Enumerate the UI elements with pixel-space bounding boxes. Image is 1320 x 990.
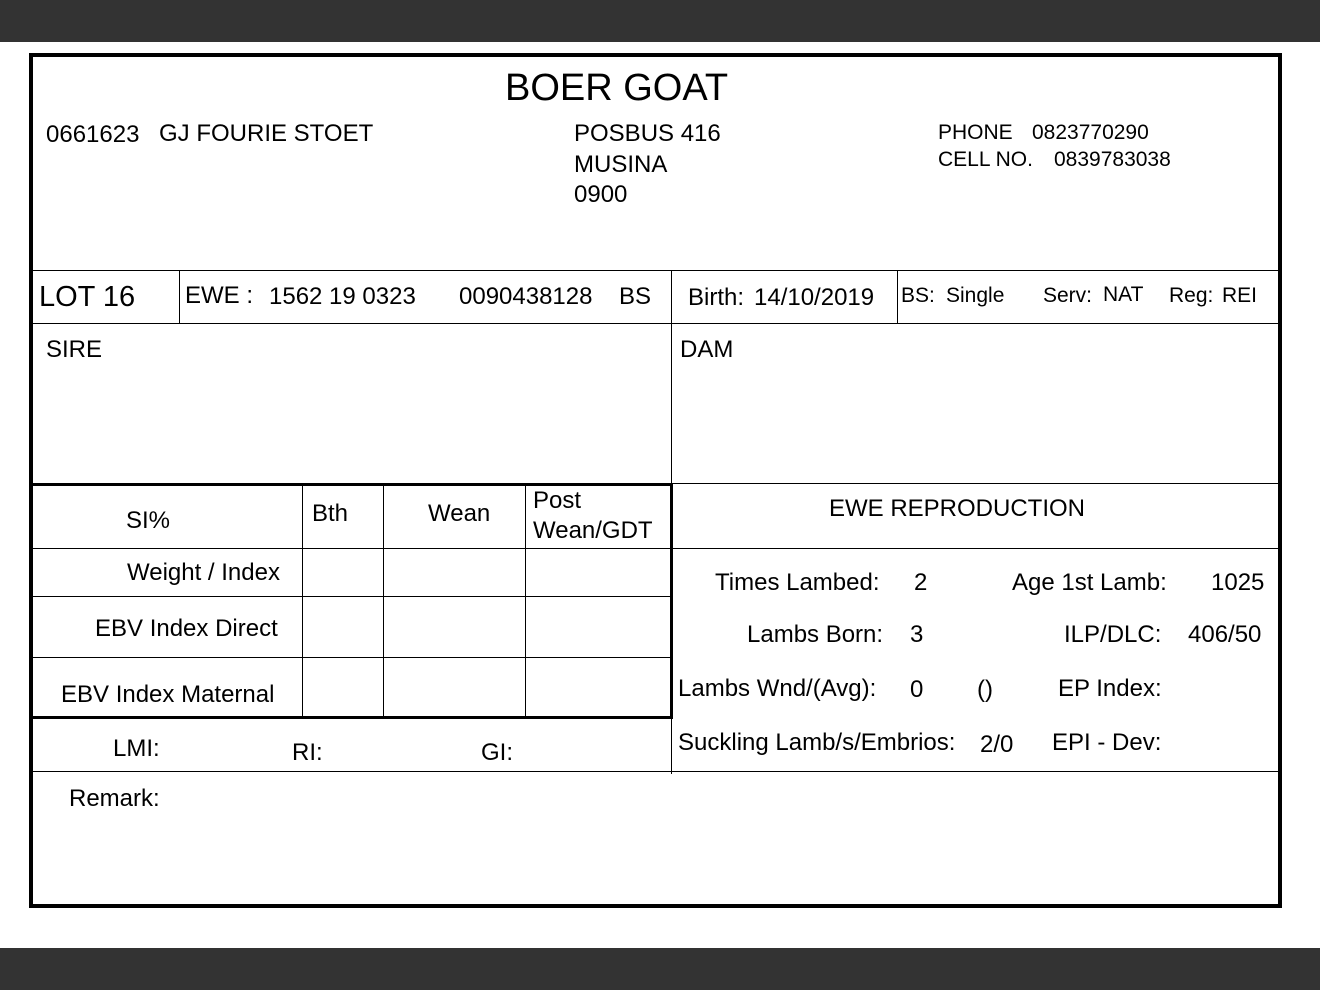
row-label-ebv-direct: EBV Index Direct — [95, 615, 278, 642]
divider-birth-bs — [897, 270, 898, 324]
lambs-weaned-avg: () — [977, 676, 993, 703]
sire-label: SIRE — [46, 336, 103, 363]
reg-value: REI — [1222, 284, 1258, 307]
ewe-id: 1562 19 0323 — [269, 283, 416, 310]
dam-label: DAM — [680, 336, 734, 363]
lambs-born-value: 3 — [910, 621, 924, 648]
gi-label: GI: — [481, 739, 514, 766]
address-line-3: 0900 — [574, 181, 628, 208]
divider-header — [33, 270, 1278, 271]
serv-value: NAT — [1103, 283, 1144, 306]
ilp-dlc-value: 406/50 — [1188, 621, 1262, 648]
remark-label: Remark: — [69, 785, 160, 812]
birth-label: Birth: — [688, 284, 745, 311]
col-header-bth: Bth — [312, 500, 349, 527]
breeder-number: 0661623 — [46, 121, 140, 148]
page-title: BOER GOAT — [505, 67, 729, 109]
perf-row-divider-2 — [33, 596, 671, 597]
col-header-wean: Wean — [428, 500, 491, 527]
cell-label: CELL NO. — [938, 148, 1033, 171]
ewe-label: EWE : — [185, 282, 254, 309]
divider-dam-repro — [671, 483, 1278, 484]
perf-row-divider-1 — [33, 548, 671, 549]
bs-value: Single — [946, 284, 1005, 307]
lambs-weaned-value: 0 — [910, 676, 924, 703]
divider-repro-heading — [671, 548, 1278, 549]
times-lambed-value: 2 — [914, 569, 928, 596]
col-header-post: Post — [533, 487, 582, 514]
bs-label: BS: — [901, 284, 935, 307]
suckling-value: 2/0 — [980, 731, 1014, 758]
times-lambed-label: Times Lambed: — [715, 569, 880, 596]
ilp-dlc-label: ILP/DLC: — [1064, 621, 1162, 648]
phone-label: PHONE — [938, 121, 1013, 144]
reg-label: Reg: — [1169, 284, 1214, 307]
breeder-name: GJ FOURIE STOET — [159, 120, 374, 147]
row-label-ebv-maternal: EBV Index Maternal — [61, 681, 275, 708]
perf-col-divider-3 — [525, 483, 526, 718]
age-first-lamb-value: 1025 — [1211, 569, 1265, 596]
cell-number: 0839783038 — [1054, 148, 1171, 171]
epi-dev-label: EPI - Dev: — [1052, 729, 1162, 756]
age-first-lamb-label: Age 1st Lamb: — [1012, 569, 1167, 596]
ewe-code: BS — [619, 283, 652, 310]
perf-row-divider-3 — [33, 657, 671, 658]
ewe-registration: 0090438128 — [459, 283, 593, 310]
si-percent-label: SI% — [126, 507, 171, 534]
lmi-label: LMI: — [113, 735, 160, 762]
lot-card — [29, 53, 1282, 908]
serv-label: Serv: — [1043, 284, 1093, 307]
perf-table-bottom-border — [33, 716, 673, 719]
lot-number: LOT 16 — [39, 281, 136, 313]
phone-number: 0823770290 — [1032, 121, 1149, 144]
divider-lot-row — [33, 323, 1278, 324]
lambs-weaned-label: Lambs Wnd/(Avg): — [678, 675, 877, 702]
address-line-2: MUSINA — [574, 151, 668, 178]
ewe-reproduction-heading: EWE REPRODUCTION — [829, 495, 1086, 522]
address-line-1: POSBUS 416 — [574, 120, 721, 147]
divider-lot-ewe — [179, 270, 180, 324]
suckling-label: Suckling Lamb/s/Embrios: — [678, 729, 956, 756]
perf-col-divider-1 — [302, 483, 303, 718]
bottom-letterbox-bar — [0, 948, 1320, 990]
birth-date: 14/10/2019 — [754, 284, 875, 311]
top-letterbox-bar — [0, 0, 1320, 42]
ri-label: RI: — [292, 739, 323, 766]
divider-sire-perf — [33, 483, 672, 486]
divider-remark — [33, 771, 1278, 772]
row-label-weight-index: Weight / Index — [127, 559, 280, 586]
perf-col-divider-2 — [383, 483, 384, 718]
lambs-born-label: Lambs Born: — [747, 621, 884, 648]
ep-index-label: EP Index: — [1058, 675, 1162, 702]
perf-table-right-border — [670, 483, 673, 718]
col-header-post-wean-gdt: Wean/GDT — [533, 517, 653, 544]
